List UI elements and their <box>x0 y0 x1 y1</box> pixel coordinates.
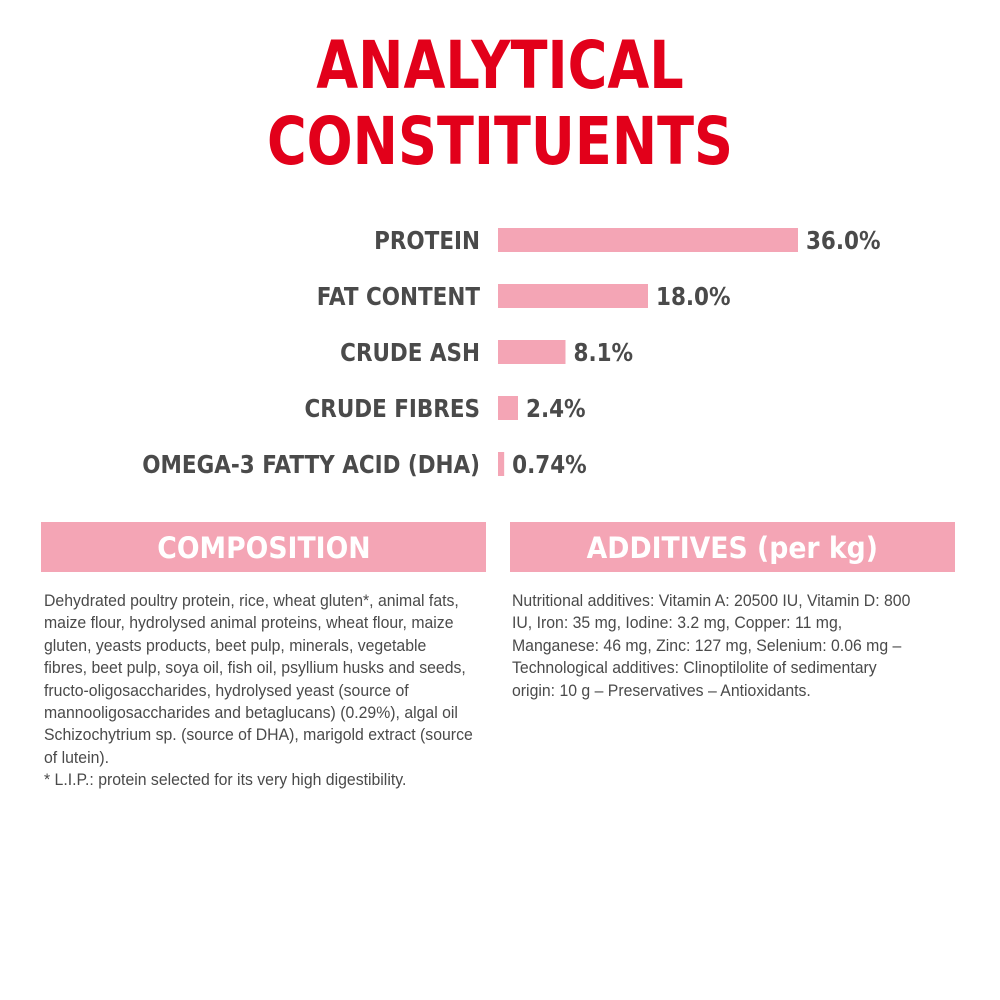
composition-paragraph: Dehydrated poultry protein, rice, wheat gluten*, animal fats, maize flour, hydrolysed animal proteins, wheat flour, maize gluten, yeasts products, beet pulp, minerals, vegetable fibres, beet pulp, soya oil, fish oil, psyllium husks and seeds, fructo-oligosaccharides, hydrolysed yeast (source of mannooligosaccharides and betaglucans) (0.29%), algal oil Schizochytrium sp. (source of DHA), marigold extract (source of lutein). <box>44 591 473 767</box>
composition-header <box>41 522 486 572</box>
value-label: 36.0% <box>806 226 881 256</box>
value-label: 2.4% <box>525 394 586 424</box>
composition-header-label: COMPOSITION <box>156 531 371 565</box>
category-label: CRUDE ASH <box>340 338 480 368</box>
title-line-1: ANALYTICAL <box>316 27 684 104</box>
value-label: 8.1% <box>573 338 634 368</box>
composition-text <box>44 590 474 792</box>
value-label: 18.0% <box>655 282 731 312</box>
bar <box>498 452 504 476</box>
additives-text <box>512 590 921 702</box>
category-label: OMEGA-3 FATTY ACID (DHA) <box>142 450 480 480</box>
title-line-2: CONSTITUENTS <box>266 103 734 180</box>
bar <box>498 284 648 308</box>
bar <box>498 340 566 364</box>
value-label: 0.74% <box>512 450 587 480</box>
additives-header-label: ADDITIVES (per kg) <box>586 531 879 565</box>
additives-paragraph: Nutritional additives: Vitamin A: 20500 IU, Vitamin D: 800 IU, Iron: 35 mg, Iodine: 3.2 mg, Copper: 11 mg, Manganese: 46 mg, Zinc: 127 mg, Selenium: 0.06 mg – Technological additives: Clinoptilolite of sedimentary origin: 10 g – Preservatives – Antioxidants. <box>512 591 911 700</box>
composition-footnote: * L.I.P.: protein selected for its very high digestibility. <box>44 770 407 790</box>
bar <box>498 396 518 420</box>
bar <box>498 228 798 252</box>
category-label: CRUDE FIBRES <box>304 394 480 424</box>
category-label: FAT CONTENT <box>316 282 480 312</box>
category-label: PROTEIN <box>374 226 480 256</box>
additives-header <box>510 522 955 572</box>
